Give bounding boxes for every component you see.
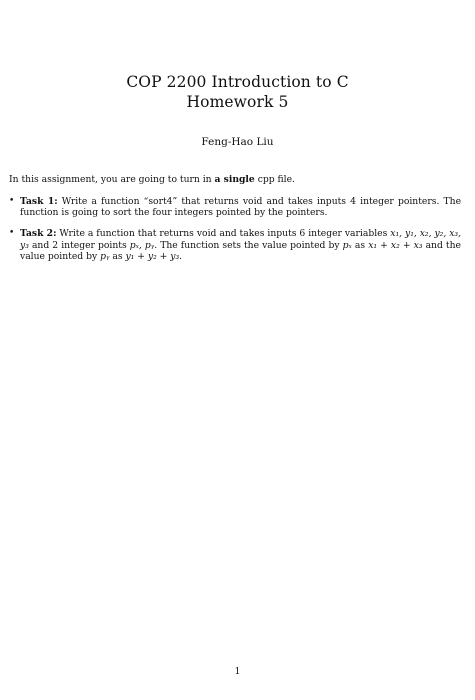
homework-title: Homework 5 [186, 93, 289, 111]
task-label: Task 1: [20, 196, 58, 207]
task-description-part: as [351, 239, 369, 251]
task-list [9, 196, 461, 272]
bullet-icon: • [9, 228, 15, 239]
intro-paragraph [9, 174, 464, 186]
page-number: 1 [234, 667, 241, 677]
math-expression: pₓ, pᵧ [129, 239, 155, 251]
task-label: Task 2: [20, 228, 57, 240]
course-title: COP 2200 Introduction to C [126, 73, 349, 91]
document-title [0, 72, 475, 112]
math-expression: pᵧ [100, 250, 110, 262]
bullet-icon: • [9, 196, 15, 206]
intro-text-after: cpp file. [254, 174, 295, 185]
math-expression: x₁, y₁, x₂, y₂, x₃, y₃ [20, 228, 462, 251]
author-name: Feng-Hao Liu [201, 136, 274, 148]
math-expression: x₁ + x₂ + x₃ [368, 239, 423, 251]
task-description-part: Write a function that returns void and takes inputs 6 integer variables [59, 228, 391, 240]
task-description-part: and the value pointed by [20, 239, 461, 262]
task-item-1 [9, 196, 461, 218]
task-description-part: . [179, 250, 183, 262]
task-description-part: and 2 integer points [28, 239, 130, 251]
math-expression: pₓ [342, 239, 352, 251]
intro-text-before: In this assignment, you are going to turn in [9, 174, 215, 185]
math-expression: y₁ + y₂ + y₃ [125, 250, 180, 262]
task-item-2 [9, 228, 461, 262]
intro-emphasis: a single [214, 174, 255, 185]
task-description-part: as [109, 250, 126, 262]
task-description-part: . The function sets the value pointed by [154, 239, 343, 251]
task-description: Write a function “sort4” that returns void and takes inputs 4 integer pointers. The function is going to sort the four integers pointed by the pointers. [20, 196, 462, 219]
